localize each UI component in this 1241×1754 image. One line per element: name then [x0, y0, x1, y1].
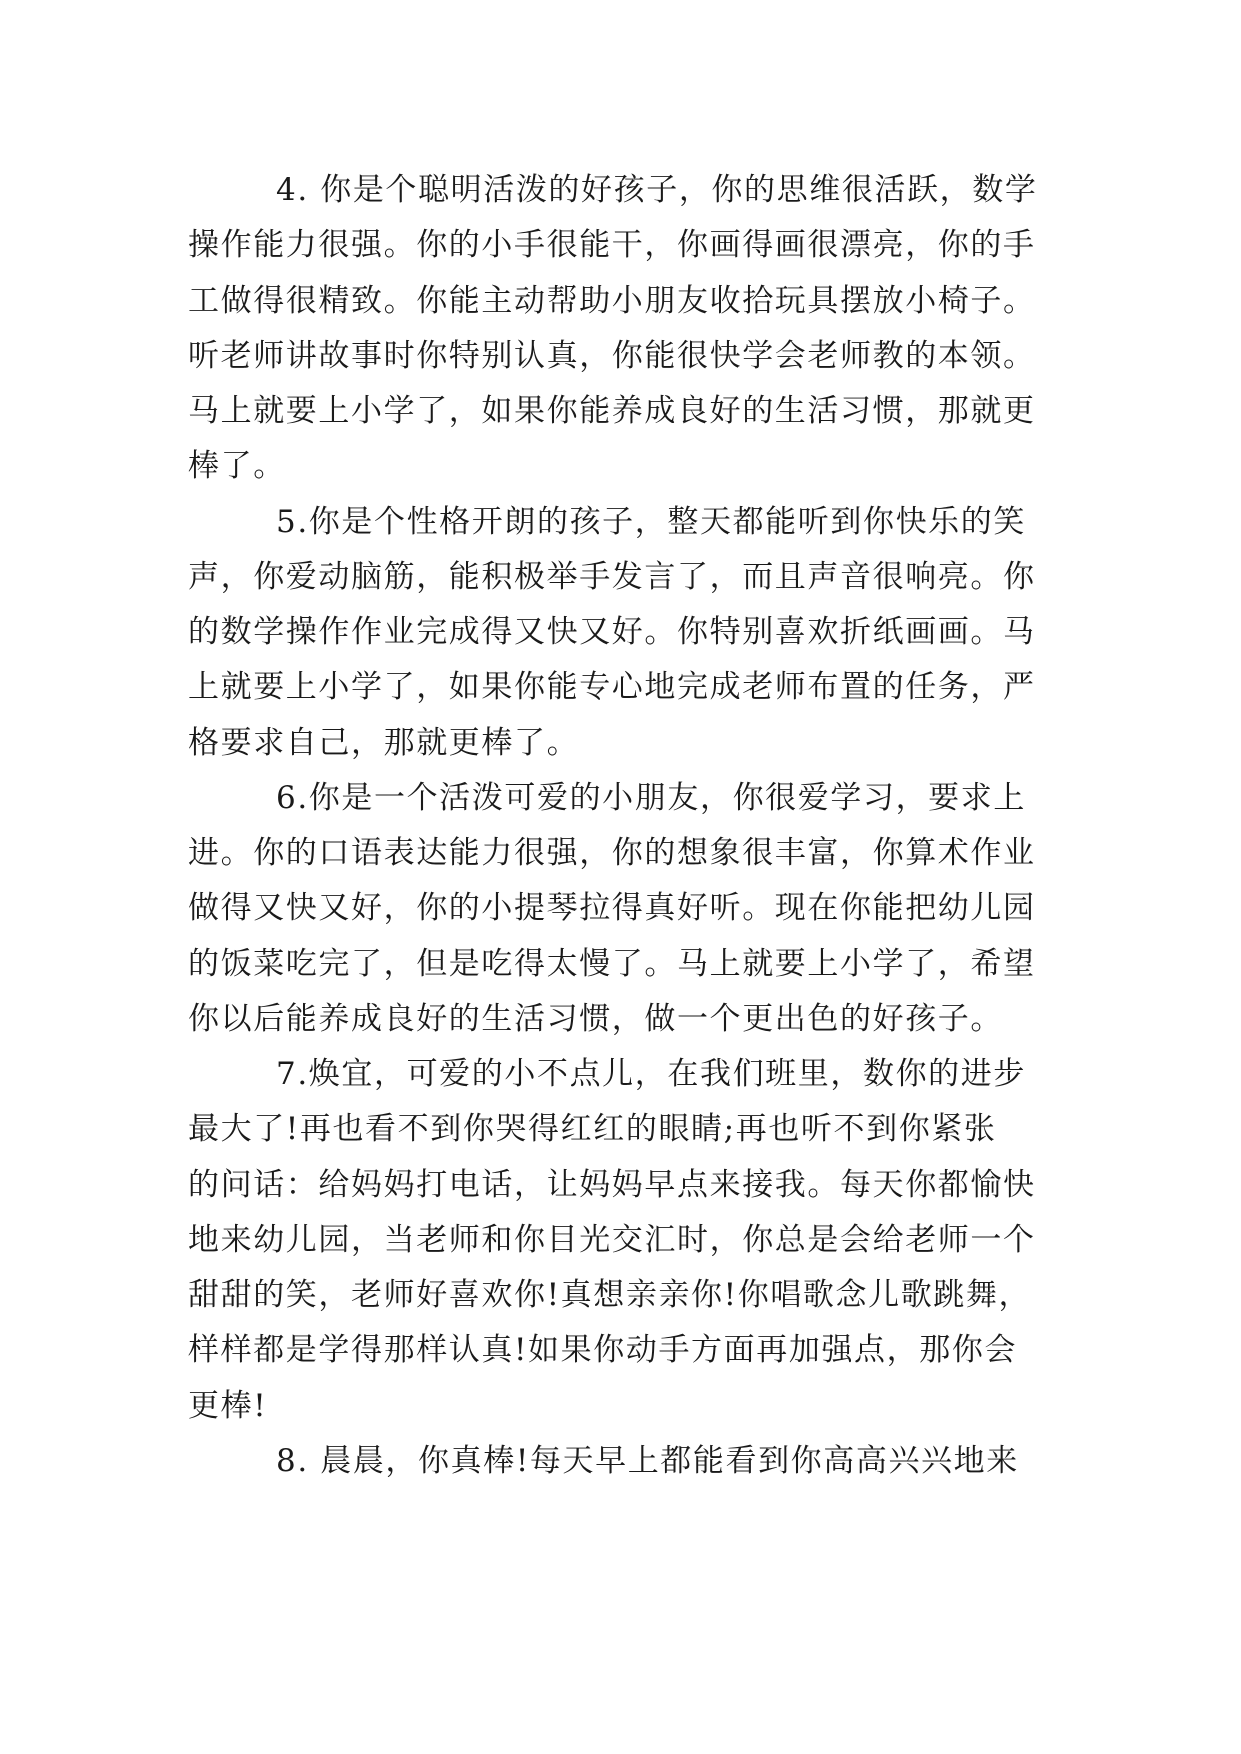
paragraph-7-line-5: 甜甜的笑，老师好喜欢你!真想亲亲你!你唱歌念儿歌跳舞， — [188, 1277, 1032, 1313]
paragraph-5-line-3: 的数学操作作业完成得又快又好。你特别喜欢折纸画画。马 — [188, 614, 1036, 650]
paragraph-5-line-1: 5.你是个性格开朗的孩子，整天都能听到你快乐的笑 — [276, 504, 1026, 540]
paragraph-6-line-4: 的饭菜吃完了，但是吃得太慢了。马上就要上小学了，希望 — [188, 946, 1036, 982]
paragraph-6-line-3: 做得又快又好，你的小提琴拉得真好听。现在你能把幼儿园 — [188, 890, 1036, 926]
paragraph-7-line-7: 更棒! — [188, 1388, 268, 1424]
paragraph-4-line-3: 工做得很精致。你能主动帮助小朋友收拾玩具摆放小椅子。 — [188, 283, 1036, 319]
paragraph-4-line-2: 操作能力很强。你的小手很能干，你画得画很漂亮，你的手 — [188, 227, 1036, 263]
paragraph-6-line-1: 6.你是一个活泼可爱的小朋友，你很爱学习，要求上 — [276, 780, 1026, 816]
paragraph-8-line-1: 8. 晨晨，你真棒!每天早上都能看到你高高兴兴地来 — [276, 1443, 1019, 1479]
paragraph-7-line-2: 最大了!再也看不到你哭得红红的眼睛;再也听不到你紧张 — [188, 1111, 997, 1147]
paragraph-7-line-6: 样样都是学得那样认真!如果你动手方面再加强点，那你会 — [188, 1332, 1018, 1368]
paragraph-5-line-2: 声，你爱动脑筋，能积极举手发言了，而且声音很响亮。你 — [188, 559, 1036, 595]
paragraph-6-line-5: 你以后能养成良好的生活习惯，做一个更出色的好孩子。 — [188, 1001, 1003, 1037]
paragraph-6-line-2: 进。你的口语表达能力很强，你的想象很丰富，你算术作业 — [188, 835, 1036, 871]
paragraph-4-line-1: 4. 你是个聪明活泼的好孩子，你的思维很活跃，数学 — [276, 172, 1038, 208]
paragraph-4-line-4: 听老师讲故事时你特别认真，你能很快学会老师教的本领。 — [188, 338, 1036, 374]
paragraph-7-line-1: 7.焕宜，可爱的小不点儿，在我们班里，数你的进步 — [276, 1056, 1026, 1092]
paragraph-4-line-5: 马上就要上小学了，如果你能养成良好的生活习惯，那就更 — [188, 393, 1036, 429]
paragraph-5-line-5: 格要求自己，那就更棒了。 — [188, 725, 580, 761]
paragraph-7-line-3: 的问话：给妈妈打电话，让妈妈早点来接我。每天你都愉快 — [188, 1167, 1036, 1203]
paragraph-7-line-4: 地来幼儿园，当老师和你目光交汇时，你总是会给老师一个 — [188, 1222, 1036, 1258]
paragraph-4-line-6: 棒了。 — [188, 448, 286, 484]
paragraph-5-line-4: 上就要上小学了，如果你能专心地完成老师布置的任务，严 — [188, 669, 1036, 705]
